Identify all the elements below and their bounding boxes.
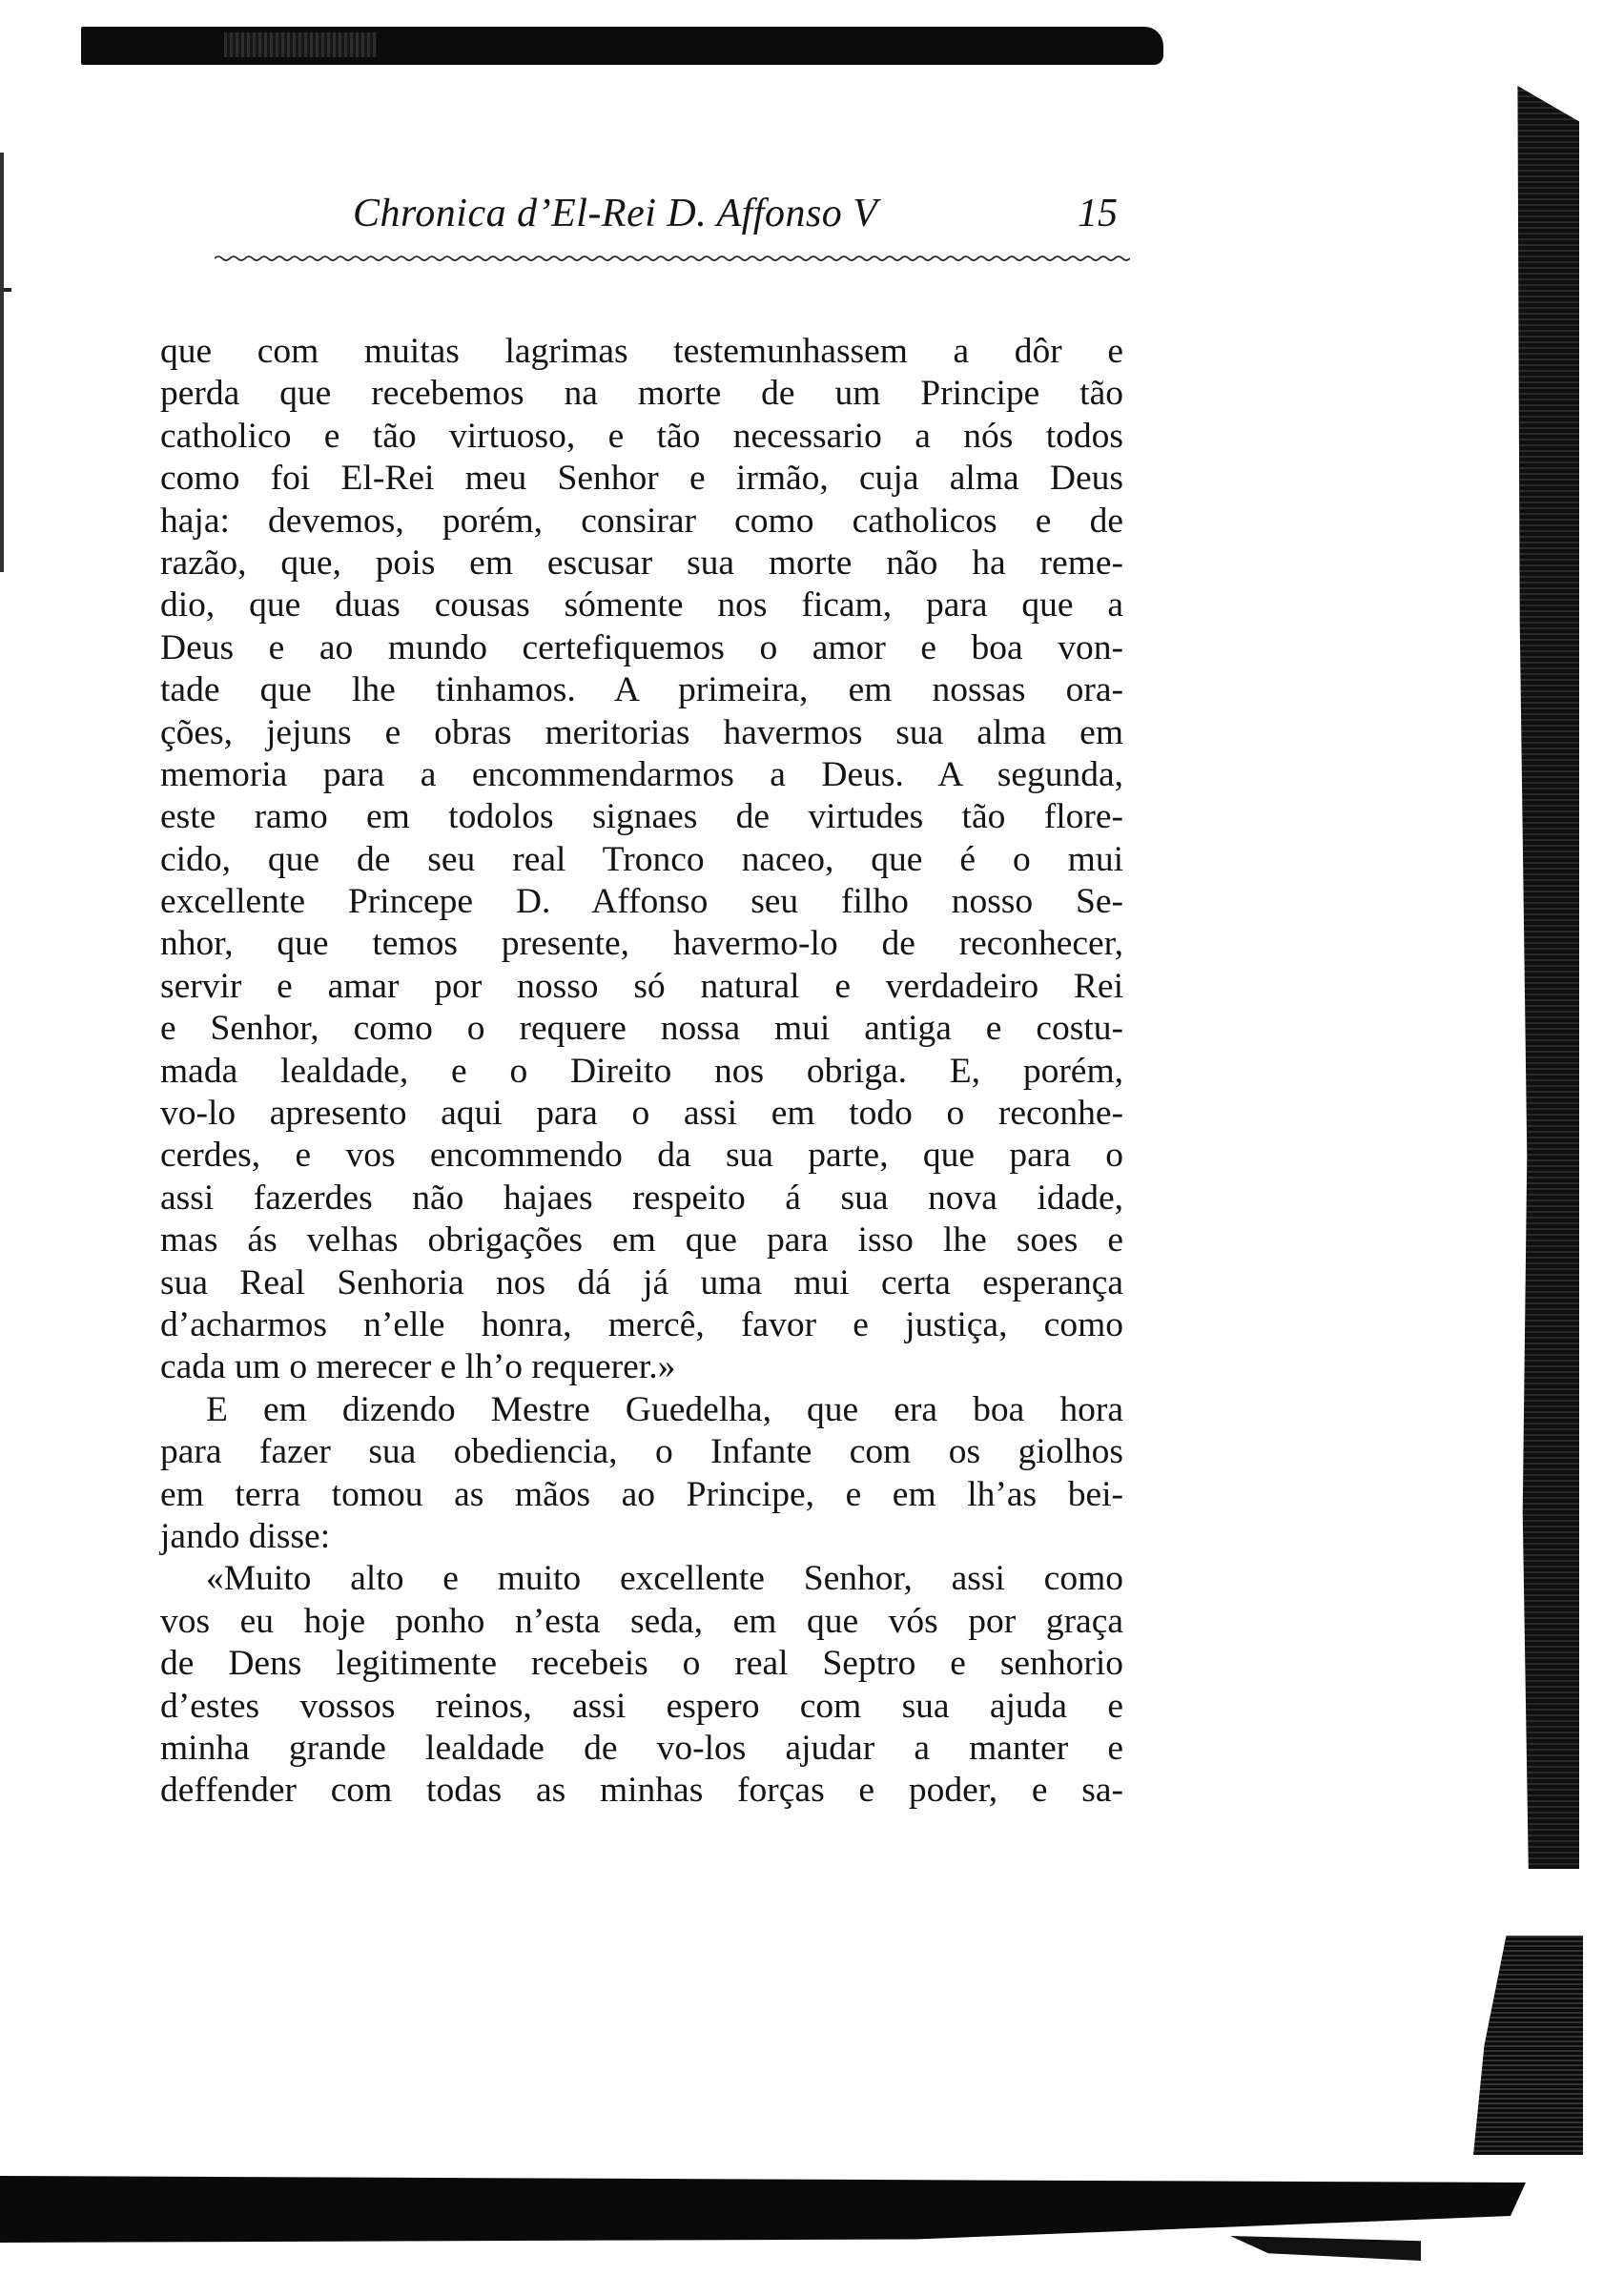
text-line: Deus e ao mundo certefiquemos o amor e boa von- [160, 627, 1123, 667]
scan-edge-right-upper [1507, 86, 1579, 1869]
text-line: d’estes vossos reinos, assi espero com sua ajuda e [160, 1686, 1123, 1726]
scan-edge-right-lower [1473, 1936, 1583, 2155]
text-line: deffender com todas as minhas forças e poder, e sa- [160, 1771, 1123, 1811]
text-line: para fazer sua obediencia, o Infante com os giolhos [160, 1432, 1123, 1472]
text-line: mada lealdade, e o Direito nos obriga. E, porém, [160, 1051, 1123, 1091]
text-line: mas ás velhas obrigações em que para isso lhe soes e [160, 1220, 1123, 1261]
text-line: d’acharmos n’elle honra, mercê, favor e justiça, como [160, 1304, 1123, 1344]
text-line: em terra tomou as mãos ao Principe, e em lh’as bei- [160, 1474, 1123, 1514]
running-head-title: Chronica d’El-Rei D. Affonso V [353, 192, 878, 236]
text-line: nhor, que temos presente, havermo-lo de reconhecer, [160, 924, 1123, 964]
text-line: servir e amar por nosso só natural e verdadeiro Rei [160, 966, 1123, 1006]
scan-edge-left [0, 153, 4, 572]
decorative-wavy-rule [215, 254, 1130, 263]
body-text [160, 331, 1123, 1813]
text-line: catholico e tão virtuoso, e tão necessario a nós todos [160, 416, 1123, 456]
text-line: este ramo em todolos signaes de virtudes tão flore- [160, 797, 1123, 837]
scan-edge-top [81, 27, 1163, 65]
text-line: vo-lo apresento aqui para o assi em todo o reconhe- [160, 1094, 1123, 1134]
page-number: 15 [1078, 192, 1118, 236]
text-line: e Senhor, como o requere nossa mui antiga e costu- [160, 1009, 1123, 1049]
scan-edge-bottom-tail [1230, 2236, 1421, 2261]
text-line: «Muito alto e muito excellente Senhor, assi como [206, 1559, 1123, 1599]
text-line: cada um o merecer e lh’o requerer.» [160, 1347, 676, 1387]
text-line: excellente Princepe D. Affonso seu filho nosso Se- [160, 882, 1123, 922]
text-line: dio, que duas cousas sómente nos ficam, para que a [160, 585, 1123, 625]
text-line: ções, jejuns e obras meritorias havermos sua alma em [160, 712, 1123, 752]
text-line: tade que lhe tinhamos. A primeira, em nossas ora- [160, 670, 1123, 710]
text-line: E em dizendo Mestre Guedelha, que era boa hora [206, 1389, 1123, 1429]
text-line: memoria para a encommendarmos a Deus. A segunda, [160, 754, 1123, 794]
text-line: jando disse: [160, 1516, 331, 1556]
scan-mark-left [4, 288, 11, 292]
text-line: sua Real Senhoria nos dá já uma mui certa esperança [160, 1262, 1123, 1302]
text-line: assi fazerdes não hajaes respeito á sua nova idade, [160, 1178, 1123, 1218]
text-line: razão, que, pois em escusar sua morte não ha reme- [160, 543, 1123, 583]
text-line: cerdes, e vos encommendo da sua parte, que para o [160, 1136, 1123, 1176]
text-line: perda que recebemos na morte de um Principe tão [160, 374, 1123, 414]
text-line: minha grande lealdade de vo-los ajudar a manter e [160, 1728, 1123, 1768]
text-line: cido, que de seu real Tronco naceo, que é o mui [160, 839, 1123, 879]
text-line: de Dens legitimente recebeis o real Septro e senhorio [160, 1644, 1123, 1684]
text-line: que com muitas lagrimas testemunhassem a dôr e [160, 332, 1123, 371]
scan-edge-bottom [0, 2176, 1526, 2243]
running-head [215, 191, 1130, 248]
text-line: vos eu hoje ponho n’esta seda, em que vós por graça [160, 1601, 1123, 1641]
text-line: haja: devemos, porém, consirar como catholicos e de [160, 501, 1123, 541]
text-line: como foi El-Rei meu Senhor e irmão, cuja alma Deus [160, 459, 1123, 499]
